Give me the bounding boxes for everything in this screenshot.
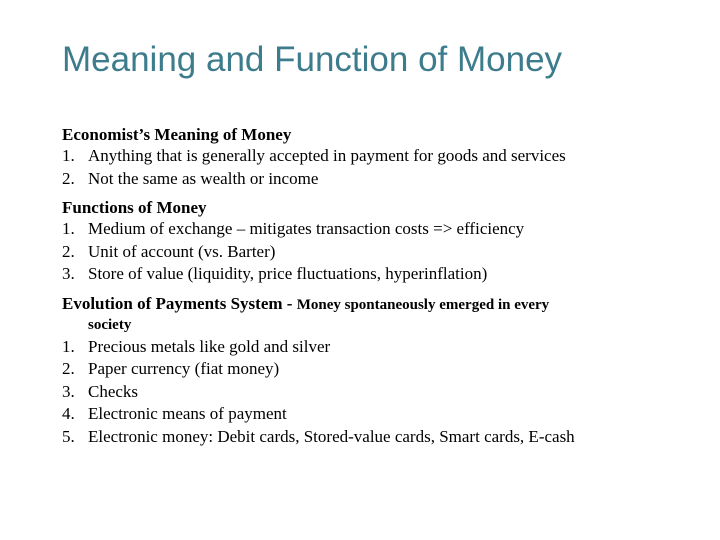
list-item-number: 1. xyxy=(62,336,75,356)
section-heading xyxy=(62,293,712,316)
list-item-number: 4. xyxy=(62,404,75,423)
list-item-text: Electronic means of payment xyxy=(88,404,287,423)
section-subheading-continued: society xyxy=(88,316,132,333)
section-heading: Economist’s Meaning of Money xyxy=(62,125,292,144)
numbered-list xyxy=(62,336,712,449)
list-item xyxy=(62,168,712,191)
section-evolution-of-payments xyxy=(62,293,712,449)
list-item-text: Checks xyxy=(88,381,139,401)
section-functions-of-money xyxy=(62,197,712,286)
list-item-text: Electronic money: Debit cards, Stored-value cards, Smart cards, E-cash xyxy=(88,426,575,446)
list-item xyxy=(62,403,712,426)
section-heading-main: Evolution of Payments System - xyxy=(62,293,297,313)
slide-title: Meaning and Function of Money xyxy=(62,40,563,79)
list-item xyxy=(62,218,712,241)
list-item-text: Medium of exchange – mitigates transaction costs => efficiency xyxy=(88,219,525,238)
list-item xyxy=(62,263,712,286)
list-item xyxy=(62,358,712,381)
list-item-text: Precious metals like gold and silver xyxy=(88,336,331,356)
section-economists-meaning xyxy=(62,124,712,190)
list-item xyxy=(62,381,712,404)
list-item xyxy=(62,426,712,449)
list-item-number: 2. xyxy=(62,168,75,188)
list-item-text: Paper currency (fiat money) xyxy=(88,359,280,378)
list-item xyxy=(62,241,712,264)
list-item-number: 1. xyxy=(62,146,75,165)
list-item-text: Anything that is generally accepted in payment for goods and services xyxy=(88,146,566,165)
list-item-text: Store of value (liquidity, price fluctuations, hyperinflation) xyxy=(88,264,488,283)
numbered-list xyxy=(62,145,712,190)
list-item-number: 5. xyxy=(62,426,75,446)
list-item-text: Unit of account (vs. Barter) xyxy=(88,241,276,261)
numbered-list xyxy=(62,218,712,286)
list-item-number: 2. xyxy=(62,241,75,261)
slide-body xyxy=(62,124,712,455)
list-item-number: 1. xyxy=(62,219,75,238)
list-item xyxy=(62,336,712,359)
list-item xyxy=(62,145,712,168)
list-item-number: 3. xyxy=(62,264,75,283)
list-item-number: 3. xyxy=(62,381,75,401)
section-heading: Functions of Money xyxy=(62,198,207,217)
section-subheading: Money spontaneously emerged in every xyxy=(296,296,550,313)
list-item-text: Not the same as wealth or income xyxy=(88,168,319,188)
list-item-number: 2. xyxy=(62,359,75,378)
